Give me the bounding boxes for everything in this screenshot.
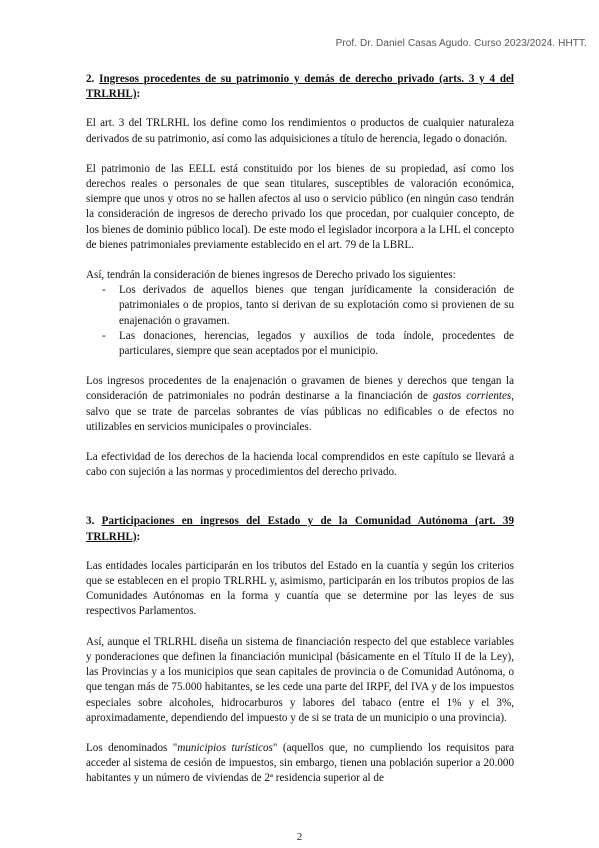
section-2-heading (86, 72, 514, 102)
paragraph-1: El art. 3 del TRLRHL los define como los rendimientos o productos de cualquier naturaleza derivados de su patrimonio, así como las adquisiciones a título de herencia, legado o donación. (86, 117, 514, 145)
section-3-heading (86, 514, 514, 544)
paragraph-5: La efectividad de los derechos de la hacienda local comprendidos en este capítulo se llevará a cabo con sujeción a las normas y procedimientos del derecho privado. (86, 451, 514, 479)
section-3-title: Participaciones en ingresos del Estado y de la Comunidad Autónoma (art. 39 TRLRHL) (86, 515, 514, 543)
section-3-colon: : (136, 530, 141, 543)
paragraph-3: Así, tendrán la consideración de bienes ingresos de Derecho privado los siguientes: (86, 269, 456, 282)
paragraph-4-text-b: , salvo que se trate de parcelas sobrantes de vías públicas no edificables o de efectos no utilizables en servicios municipales o provinciales. (86, 390, 514, 433)
paragraph-4-text-a: Los ingresos procedentes de la enajenación o gravamen de bienes y derechos que tengan la consideración de patrimoniales no podrán destinarse a la financiación de (86, 375, 514, 403)
document-body (86, 72, 514, 802)
paragraph-8 (86, 741, 514, 787)
paragraph-4 (86, 374, 514, 435)
paragraph-8-text-a: Los denominados " (86, 741, 178, 754)
page-number: 2 (296, 831, 303, 843)
paragraph-4-italic: gastos corrientes (432, 390, 512, 403)
section-2-title: Ingresos procedentes de su patrimonio y demás de derecho privado (arts. 3 y 4 del TRLRHL) (86, 73, 514, 101)
paragraph-7: Así, aunque el TRLRHL diseña un sistema de financiación respecto del que establece variables y ponderaciones que definen la financiación municipal (básicamente en el Título II de la Ley), las Provincias y a los municipios que sean capitales de provincia o de Comunidad Autónoma, o que tengan más de 75.000 habitantes, se les cede una parte del IRPF, del IVA y de los impuestos especiales sobre alcoholes, hidrocarburos y labores del tabaco (entre el 1% y el 3%, aproximadamente, dependiendo del impuesto y de si se trata de un municipio o una provincia). (86, 635, 514, 724)
bullet-list (86, 283, 514, 359)
bullet-item: - Los derivados de aquellos bienes que tengan jurídicamente la consideración de patrimoniales o de propios, tanto si derivan de su explotación como si provienen de su enajenación o gravamen. (86, 283, 514, 329)
section-2-colon: : (136, 88, 141, 101)
paragraph-6: Las entidades locales participarán en los tributos del Estado en la cuantía y según los criterios que se establecen en el propio TRLRHL y, asimismo, participarán en los tributos propios de las Comunidades Autónomas en la forma y cuantía que se determine por las leyes de sus respectivos Parlamentos. (86, 559, 514, 618)
bullet-item: - Las donaciones, herencias, legados y auxilios de toda índole, procedentes de particulares, siempre que sean aceptados por el municipio. (86, 329, 514, 359)
page-header: Prof. Dr. Daniel Casas Agudo. Curso 2023/2024. HHTT. (335, 38, 587, 49)
paragraph-8-italic: municipios turísticos (177, 741, 273, 754)
section-3-number: 3. (86, 515, 95, 528)
section-2-number: 2. (86, 73, 95, 85)
paragraph-8-text-b: " (aquellos que, no cumpliendo los requisitos para acceder al sistema de cesión de impuestos, sin embargo, tienen una población superior a 20.000 habitantes y un número de viviendas de 2ª residencia superior al de (86, 741, 515, 785)
paragraph-2: El patrimonio de las EELL está constituido por los bienes de su propiedad, así como los derechos reales o personales de que sean titulares, susceptibles de valoración económica, siempre que unos y otros no se hallen afectos al uso o servicio público (en ningún caso tendrán la consideración de ingresos de derecho privado los que procedan, por cualquier concepto, de los bienes de dominio público local). De este modo el legislador incorpora a la LHL el concepto de bienes patrimoniales previamente establecido en el art. 79 de la LBRL. (86, 162, 514, 251)
